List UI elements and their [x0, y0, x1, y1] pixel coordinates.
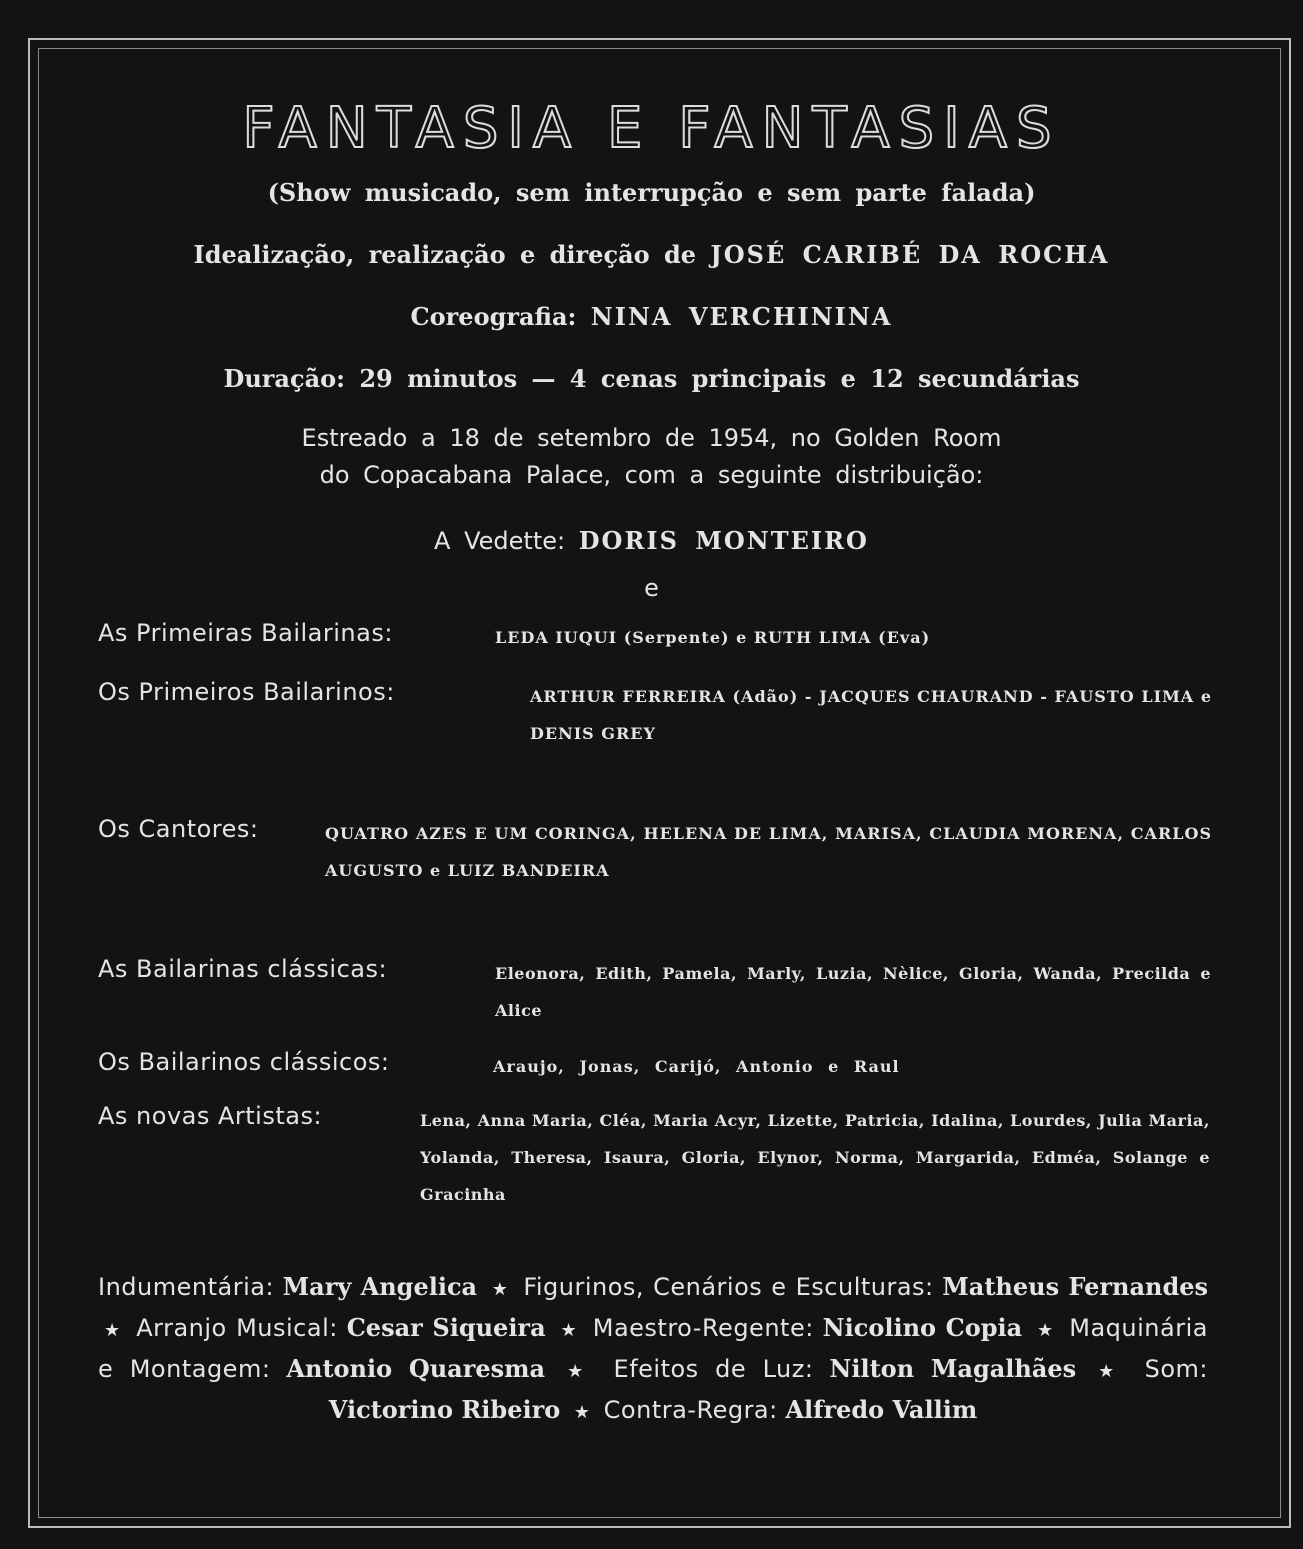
star-separator-icon: ★: [1098, 1361, 1123, 1382]
credit-label: Efeitos de Luz:: [613, 1355, 814, 1383]
cast-label: Os Cantores:: [98, 815, 259, 843]
cast-value: Lena, Anna Maria, Cléa, Maria Acyr, Lizette, Patricia, Idalina, Lourdes, Julia Maria, Yolanda, Theresa, Isaura, Gloria, Elynor, Norma, Margarida, Edméa, Solange e Gracinha: [420, 1111, 1210, 1204]
cast-row-novas-artistas: [98, 1102, 322, 1130]
cast-label: Os Primeiros Bailarinos:: [98, 678, 395, 706]
cast-value: Eleonora, Edith, Pamela, Marly, Luzia, Nèlice, Gloria, Wanda, Precilda e Alice: [495, 964, 1211, 1020]
star-separator-icon: ★: [1037, 1320, 1055, 1341]
star-separator-icon: ★: [104, 1320, 122, 1341]
premiere-line-2: do Copacabana Palace, com a seguinte distribuição:: [319, 461, 984, 489]
cast-value: Araujo, Jonas, Carijó, Antonio e Raul: [493, 1057, 900, 1076]
star-separator-icon: ★: [560, 1320, 578, 1341]
cast-label: As novas Artistas:: [98, 1102, 323, 1130]
credit-name: Victorino Ribeiro: [328, 1395, 561, 1424]
cast-row-primeiros-bailarinos: [98, 678, 395, 706]
direction-label: Idealização, realização e direção de: [193, 240, 697, 269]
vedette-credit: [0, 526, 1303, 555]
star-separator-icon: ★: [573, 1402, 591, 1423]
conjunction-e: e: [644, 574, 659, 602]
direction-credit: [0, 240, 1303, 269]
vedette-name: DORIS MONTEIRO: [578, 526, 869, 555]
credit-label: Maquinária e Montagem:: [98, 1314, 1208, 1383]
cast-row-bailarinas-classicas: [98, 955, 387, 983]
cast-row-bailarinos-classicos: [98, 1048, 390, 1076]
show-subtitle: (Show musicado, sem interrupção e sem parte falada): [267, 178, 1036, 207]
vedette-label: A Vedette:: [434, 527, 566, 555]
director-name: JOSÉ CARIBÉ DA ROCHA: [710, 240, 1110, 269]
show-title: FANTASIA E FANTASIAS: [242, 96, 1061, 161]
cast-value: LEDA IUQUI (Serpente) e RUTH LIMA (Eva): [495, 628, 931, 647]
credit-name: Mary Angelica: [282, 1272, 478, 1301]
credit-name: Nicolino Copia: [822, 1313, 1023, 1342]
credit-name: Alfredo Vallim: [785, 1395, 978, 1424]
technical-credits: [98, 1268, 1208, 1432]
cast-value: QUATRO AZES E UM CORINGA, HELENA DE LIMA, MARISA, CLAUDIA MORENA, CARLOS AUGUSTO e LUIZ BANDEIRA: [325, 824, 1212, 880]
duration-line: Duração: 29 minutos — 4 cenas principais e 12 secundárias: [223, 364, 1080, 393]
credit-label: Arranjo Musical:: [136, 1314, 338, 1342]
cast-label: As Bailarinas clássicas:: [98, 955, 388, 983]
credit-name: Nilton Magalhães: [829, 1354, 1077, 1383]
credit-name: Matheus Fernandes: [942, 1272, 1209, 1301]
star-separator-icon: ★: [567, 1361, 592, 1382]
credit-label: Contra-Regra:: [603, 1396, 778, 1424]
cast-row-cantores: [98, 815, 259, 843]
cast-value: ARTHUR FERREIRA (Adão) - JACQUES CHAURAND - FAUSTO LIMA e DENIS GREY: [530, 687, 1212, 743]
credit-label: Maestro-Regente:: [592, 1314, 814, 1342]
premiere-line-1: Estreado a 18 de setembro de 1954, no Golden Room: [301, 424, 1002, 452]
cast-label: As Primeiras Bailarinas:: [98, 619, 393, 647]
credit-name: Antonio Quaresma: [286, 1354, 546, 1383]
choreographer-name: NINA VERCHININA: [590, 302, 893, 331]
star-separator-icon: ★: [491, 1279, 509, 1300]
credit-name: Cesar Siqueira: [346, 1313, 546, 1342]
credit-label: Indumentária:: [98, 1273, 275, 1301]
credit-label: Figurinos, Cenários e Esculturas:: [523, 1273, 934, 1301]
choreography-label: Coreografia:: [410, 302, 577, 331]
credit-label: Som:: [1144, 1355, 1208, 1383]
choreography-credit: [0, 302, 1303, 331]
cast-label: Os Bailarinos clássicos:: [98, 1048, 390, 1076]
cast-row-primeiras-bailarinas: [98, 619, 393, 647]
